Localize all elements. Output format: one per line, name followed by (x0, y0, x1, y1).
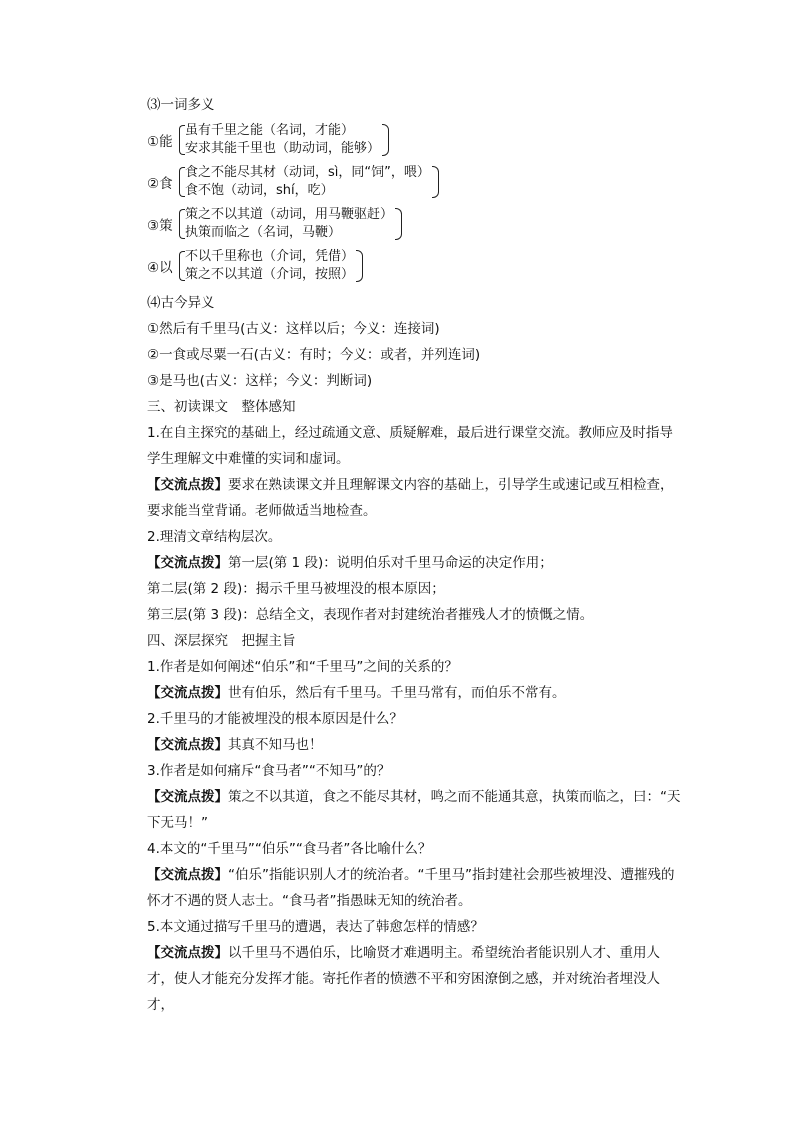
tip-tag: 【交流点拨】 (147, 737, 228, 753)
tip-text: 以千里马不遇伯乐，比喻贤才难遇明主。希望统治者能识别人才、重用人才，使人才能充分发挥才能。寄托作者的愤懑不平和穷困潦倒之感，并对统治者埋没人才， (147, 945, 660, 1013)
section-3-p2: 2.理清文章结构层次。 (147, 529, 282, 545)
answer-5 (147, 940, 682, 1018)
polysemy-group-ce (147, 206, 682, 242)
section-3-p2-line3: 第三层(第 3 段)：总结全文，表现作者对封建统治者摧残人才的愤慨之情。 (147, 607, 594, 623)
tip-tag: 【交流点拨】 (147, 867, 228, 883)
brace-decoration (356, 250, 363, 282)
answer-1 (147, 680, 682, 706)
question-2: 2.千里马的才能被埋没的根本原因是什么？ (147, 711, 403, 727)
group-item: 虽有千里之能（名词，才能） (185, 123, 355, 138)
group-item: 策之不以其道（介词，按照） (185, 267, 355, 282)
tip-tag: 【交流点拨】 (147, 555, 228, 571)
answer-2 (147, 732, 682, 758)
brace-decoration (432, 166, 439, 198)
brace-decoration (395, 208, 402, 240)
ancient-title: ⑷古今异义 (147, 295, 215, 311)
section-3-title: 三、初读课文 整体感知 (147, 399, 296, 415)
tip-text: 策之不以其道，食之不能尽其材，鸣之而不能通其意，执策而临之，曰：“天下无马！” (147, 789, 681, 831)
group-label: ②食 (147, 176, 173, 192)
answer-3 (147, 784, 682, 836)
brace-decoration (382, 124, 389, 156)
ancient-item: ②一食或尽粟一石(古义：有时；今义：或者，并列连词) (147, 347, 481, 363)
question-4: 4.本文的“千里马”“伯乐”“食马者”各比喻什么？ (147, 841, 432, 857)
group-item: 策之不以其道（动词，用马鞭驱赶） (185, 207, 394, 222)
group-item: 食之不能尽其材（动词，sì，同“饲”，喂） (185, 165, 430, 180)
section-3-p2-tip (147, 550, 682, 576)
tip-text: 要求在熟读课文并且理解课文内容的基础上，引导学生或速记或互相检查，要求能当堂背诵。老师做适当地检查。 (147, 477, 674, 519)
polysemy-title: ⑶一词多义 (147, 97, 215, 113)
group-item: 食不饱（动词，shí，吃） (185, 183, 334, 198)
question-5: 5.本文通过描写千里马的遭遇，表达了韩愈怎样的情感？ (147, 919, 484, 935)
tip-text: 世有伯乐，然后有千里马。千里马常有，而伯乐不常有。 (228, 685, 566, 701)
tip-text: 第一层(第 1 段)：说明伯乐对千里马命运的决定作用； (228, 555, 553, 571)
ancient-item: ③是马也(古义：这样；今义：判断词) (147, 373, 373, 389)
group-item: 不以千里称也（介词，凭借） (185, 249, 355, 264)
group-label: ④以 (147, 260, 173, 276)
answer-4 (147, 862, 682, 914)
polysemy-group-yi (147, 248, 682, 284)
question-1: 1.作者是如何阐述“伯乐”和“千里马”之间的关系的？ (147, 659, 458, 675)
polysemy-group-shi (147, 164, 682, 200)
tip-tag: 【交流点拨】 (147, 477, 228, 493)
tip-text: 其真不知马也！ (228, 737, 323, 753)
tip-tag: 【交流点拨】 (147, 945, 228, 961)
tip-tag: 【交流点拨】 (147, 789, 228, 805)
group-item: 执策而临之（名词，马鞭） (185, 225, 342, 240)
section-4-title: 四、深层探究 把握主旨 (147, 633, 296, 649)
ancient-item: ①然后有千里马(古义：这样以后；今义：连接词) (147, 321, 440, 337)
section-3-p1-tip (147, 472, 682, 524)
section-3-p1: 1.在自主探究的基础上，经过疏通文意、质疑解难，最后进行课堂交流。教师应及时指导学生理解文中难懂的实词和虚词。 (147, 425, 673, 467)
group-label: ③策 (147, 218, 173, 234)
tip-text: “伯乐”指能识别人才的统治者。“千里马”指封建社会那些被埋没、遭摧残的怀才不遇的贤人志士。“食马者”指愚昧无知的统治者。 (147, 867, 675, 909)
polysemy-group-neng (147, 122, 682, 158)
group-item: 安求其能千里也（助动词，能够） (185, 141, 381, 156)
tip-tag: 【交流点拨】 (147, 685, 228, 701)
question-3: 3.作者是如何痛斥“食马者”“不知马”的？ (147, 763, 391, 779)
group-label: ①能 (147, 134, 173, 150)
section-3-p2-line2: 第二层(第 2 段)：揭示千里马被埋没的根本原因； (147, 581, 445, 597)
document-content (147, 92, 682, 1018)
